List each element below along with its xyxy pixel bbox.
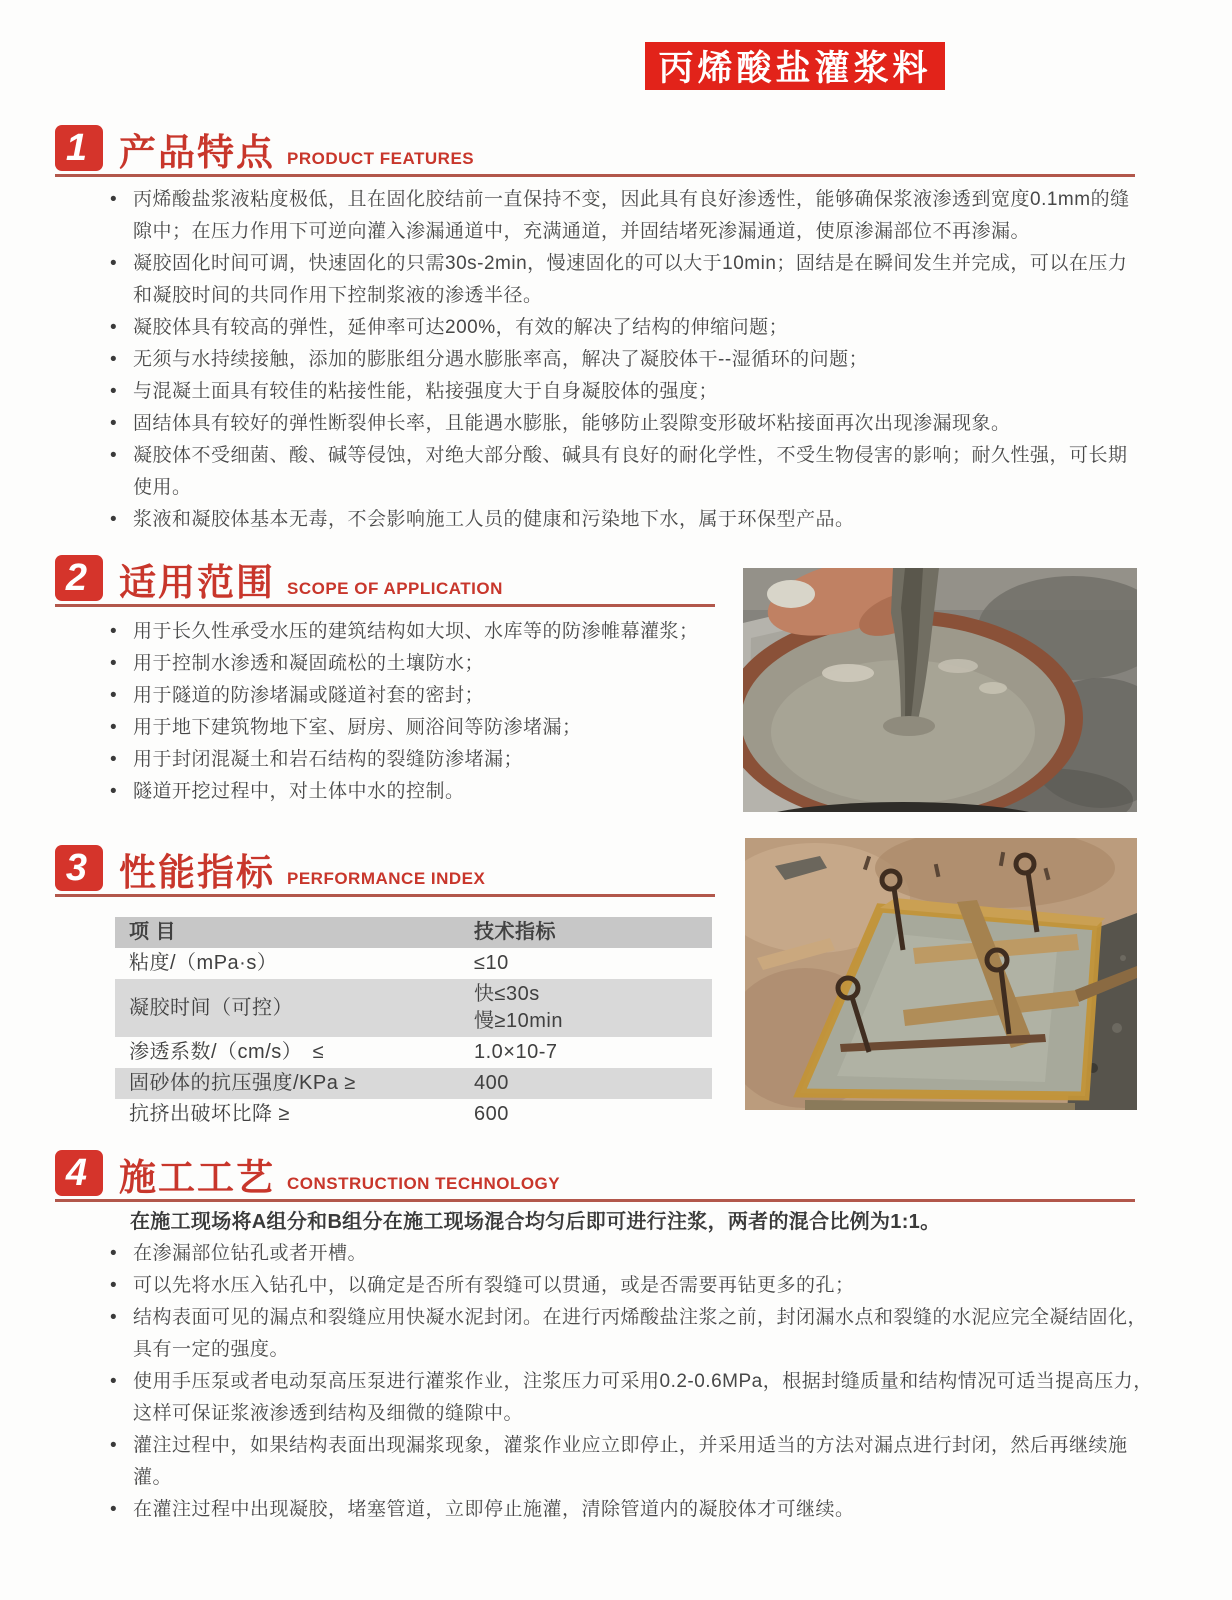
value-line-fast: 快≤30s	[474, 983, 540, 1005]
section-4-title-en: CONSTRUCTION TECHNOLOGY	[287, 1174, 561, 1193]
section-3-number-badge: 3	[55, 845, 103, 891]
section-4-number-badge: 4	[55, 1150, 103, 1196]
section-4-rule	[55, 1199, 1135, 1202]
list-item: • 浆液和凝胶体基本无毒，不会影响施工人员的健康和污染地下水，属于环保型产品。	[100, 504, 1145, 536]
section-4-bullet-list	[100, 1238, 1160, 1526]
list-item: • 凝胶体不受细菌、酸、碱等侵蚀，对绝大部分酸、碱具有良好的耐化学性，不受生物侵害的影响；耐久性强，可长期使用。	[100, 440, 1145, 504]
list-item: • 在渗漏部位钻孔或者开槽。	[100, 1238, 1160, 1270]
list-item: • 用于地下建筑物地下室、厨房、厕浴间等防渗堵漏；	[100, 712, 725, 744]
list-item: • 固结体具有较好的弹性断裂伸长率，且能遇水膨胀，能够防止裂隙变形破坏粘接面再次出现渗漏现象。	[100, 408, 1145, 440]
section-2-title-cn: 适用范围	[119, 562, 275, 603]
table-cell-item: 抗挤出破坏比降 ≥	[129, 1103, 291, 1125]
list-item: • 与混凝土面具有较佳的粘接性能，粘接强度大于自身凝胶体的强度；	[100, 376, 1145, 408]
list-item: • 丙烯酸盐浆液粘度极低，且在固化胶结前一直保持不变，因此具有良好渗透性，能够确保浆液渗透到宽度0.1mm的缝隙中；在压力作用下可逆向灌入渗漏通道中，充满通道，并固结堵死渗漏通道，使原渗漏部位不再渗漏。	[100, 184, 1145, 248]
section-1-title-cn: 产品特点	[119, 132, 275, 173]
list-item: • 可以先将水压入钻孔中，以确定是否所有裂缝可以贯通，或是否需要再钻更多的孔；	[100, 1270, 1160, 1302]
section-1-title-en: PRODUCT FEATURES	[287, 149, 475, 168]
list-item: • 凝胶固化时间可调，快速固化的只需30s-2min，慢速固化的可以大于10min；固结是在瞬间发生并完成，可以在压力和凝胶时间的共同作用下控制浆液的渗透半径。	[100, 248, 1145, 312]
list-item: • 结构表面可见的漏点和裂缝应用快凝水泥封闭。在进行丙烯酸盐注浆之前，封闭漏水点和裂缝的水泥应完全凝结固化，具有一定的强度。	[100, 1302, 1160, 1366]
section-3-rule	[55, 894, 715, 897]
table-row	[115, 1037, 712, 1068]
mixing-ratio-intro: 在施工现场将A组分和B组分在施工现场混合均匀后即可进行注浆，两者的混合比例为1:1。	[130, 1211, 941, 1233]
section-4-header	[55, 1150, 560, 1196]
table-header-row	[115, 917, 712, 948]
list-item: • 凝胶体具有较高的弹性，延伸率可达200%，有效的解决了结构的伸缩问题；	[100, 312, 1145, 344]
table-cell-value: 400	[460, 1068, 712, 1099]
concrete-formwork-photo-art	[745, 838, 1137, 1110]
section-1-header	[55, 125, 474, 171]
table-cell-value: 600	[474, 1103, 509, 1125]
section-2-title-en: SCOPE OF APPLICATION	[287, 579, 503, 598]
table-row	[115, 1099, 712, 1130]
section-1-number-badge: 1	[55, 125, 103, 171]
product-title-banner: 丙烯酸盐灌浆料	[645, 42, 945, 90]
section-1-rule	[55, 174, 1135, 177]
performance-index-table	[115, 917, 712, 1130]
concrete-formwork-photo	[745, 838, 1137, 1110]
list-item: • 用于长久性承受水压的建筑结构如大坝、水库等的防渗帷幕灌浆；	[100, 616, 725, 648]
section-2-header	[55, 555, 503, 601]
section-2-bullet-list	[100, 616, 725, 808]
list-item: • 使用手压泵或者电动泵高压泵进行灌浆作业，注浆压力可采用0.2-0.6MPa，根据封缝质量和结构情况可适当提高压力，这样可保证浆液渗透到结构及细微的缝隙中。	[100, 1366, 1160, 1430]
list-item: • 无须与水持续接触，添加的膨胀组分遇水膨胀率高，解决了凝胶体干--湿循环的问题；	[100, 344, 1145, 376]
list-item: • 在灌注过程中出现凝胶，堵塞管道，立即停止施灌，清除管道内的凝胶体才可继续。	[100, 1494, 1160, 1526]
table-cell-value: ≤10	[474, 952, 509, 974]
section-3-title-en: PERFORMANCE INDEX	[287, 869, 486, 888]
slurry-pouring-photo	[743, 568, 1137, 812]
section-1-bullet-list	[100, 184, 1145, 536]
slurry-pouring-photo-art	[743, 568, 1137, 812]
table-cell-item: 固砂体的抗压强度/KPa ≥	[115, 1068, 460, 1099]
list-item: • 隧道开挖过程中，对土体中水的控制。	[100, 776, 725, 808]
table-cell-item: 渗透系数/（cm/s） ≤	[129, 1041, 325, 1063]
table-header-item: 项 目	[115, 917, 460, 948]
list-item: • 用于隧道的防渗堵漏或隧道衬套的密封；	[100, 680, 725, 712]
table-row	[115, 948, 712, 979]
table-row	[115, 1068, 712, 1099]
section-2-rule	[55, 604, 715, 607]
section-4-title-cn: 施工工艺	[119, 1157, 275, 1198]
section-3-header	[55, 845, 485, 891]
list-item: • 用于封闭混凝土和岩石结构的裂缝防渗堵漏；	[100, 744, 725, 776]
section-3-title-cn: 性能指标	[119, 852, 275, 893]
list-item: • 灌注过程中，如果结构表面出现漏浆现象，灌浆作业应立即停止，并采用适当的方法对漏点进行封闭，然后再继续施灌。	[100, 1430, 1160, 1494]
table-row	[115, 979, 712, 1037]
table-cell-value: 1.0×10-7	[474, 1041, 558, 1063]
table-cell-item: 粘度/（mPa·s）	[129, 952, 278, 974]
table-header-value: 技术指标	[460, 917, 712, 948]
list-item: • 用于控制水渗透和凝固疏松的土壤防水；	[100, 648, 725, 680]
table-cell-item: 凝胶时间（可控）	[115, 979, 460, 1037]
table-cell-value	[460, 979, 712, 1037]
value-line-slow: 慢≥10min	[474, 1010, 563, 1032]
section-2-number-badge: 2	[55, 555, 103, 601]
